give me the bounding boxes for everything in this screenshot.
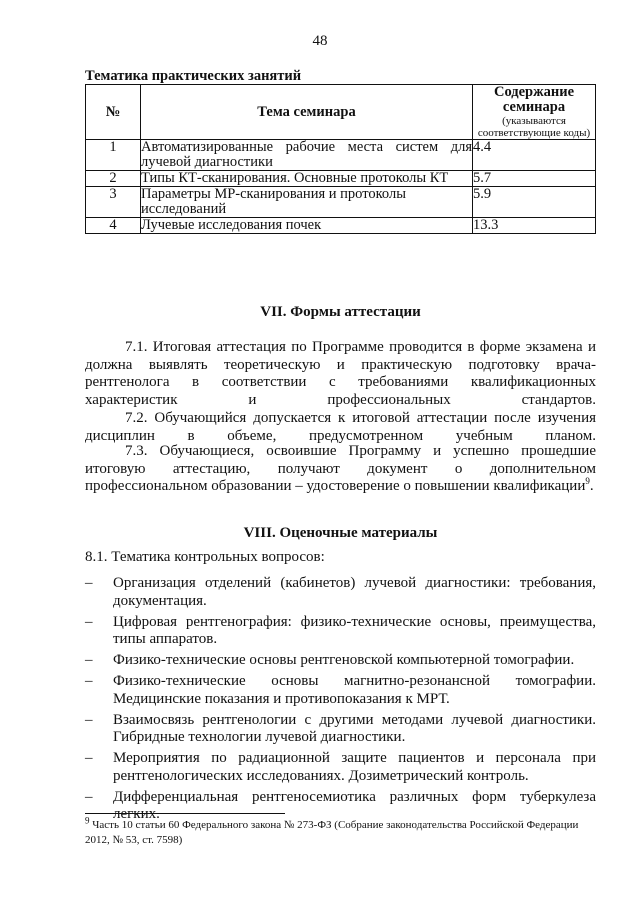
list-item-text: Взаимосвязь рентгенологии с другими методами лучевой диагностики. Гибридные технологии лучевой диагностики. [113,711,596,745]
table-row [86,187,596,218]
row-topic: Параметры МР-сканирования и протоколы исследований [141,187,473,218]
list-bullet: – [85,711,93,728]
row-topic: Автоматизированные рабочие места систем для лучевой диагностики [141,139,472,170]
row-topic: Типы КТ-сканирования. Основные протоколы КТ [141,171,473,187]
table-row [86,140,596,171]
row-num: 1 [86,140,141,171]
row-content: 13.3 [473,218,596,234]
list-item [85,652,596,670]
list-item [85,614,596,649]
list-item-text: Цифровая рентгенография: физико-технические основы, преимущества, типы аппаратов. [113,613,596,647]
table-row [86,218,596,234]
list-bullet: – [85,613,93,630]
footnote [85,815,596,848]
questions-list [85,575,596,827]
paragraph-7-3-end: . [589,478,594,494]
paragraph-7-2: 7.2. Обучающийся допускается к итоговой аттестации после изучения дисциплин в объеме, предусмотренном учебным планом. [85,410,596,444]
paragraph-7-3-text: 7.3. Обучающиеся, освоившие Программу и успешно прошедшие итоговую аттестацию, получают документ о дополнительном профессиональном образовании – удостоверение о повышении квалификации [85,443,596,494]
list-item-text: Физико-технические основы рентгеновской компьютерной томографии. [113,652,575,668]
list-item [85,673,596,708]
table-header-row [86,85,596,140]
header-num: № [86,85,141,140]
list-item [85,750,596,785]
list-bullet: – [85,652,93,668]
paragraph-7-3 [85,443,596,496]
header-content-label: Содержание семинара [493,84,575,115]
row-num: 2 [86,171,141,187]
list-item-text: Физико-технические основы магнитно-резонансной томографии. Медицинские показания и противопоказания к МРТ. [113,673,596,707]
list-item-text: Организация отделений (кабинетов) лучевой диагностики: требования, документация. [113,575,596,609]
questions-intro: 8.1. Тематика контрольных вопросов: [85,549,325,565]
section-7-heading: VII. Формы аттестации [260,304,421,320]
list-item-text: Мероприятия по радиационной защите пациентов и персонала при рентгенологических исследованиях. Дозиметрический контроль. [113,750,596,784]
header-topic: Тема семинара [141,85,473,140]
row-content: 5.9 [473,187,596,218]
footnote-text: Часть 10 статьи 60 Федерального закона № 273-ФЗ (Собрание законодательства Российской Федерации 2012, № 53, ст. 7598) [85,819,579,846]
header-content-note: (указываются соответствующие коды) [477,115,591,139]
seminar-table [85,84,596,234]
section-8-heading: VIII. Оценочные материалы [243,525,438,541]
table-title: Тематика практических занятий [85,68,302,84]
row-num: 3 [86,187,141,218]
row-content: 4.4 [473,140,596,171]
row-content: 5.7 [473,171,596,187]
footnote-ref-9[interactable]: 9 [585,476,590,486]
header-content [473,85,596,140]
footnote-divider [85,813,285,814]
page-number: 48 [312,33,328,49]
list-item [85,712,596,747]
list-bullet: – [85,575,93,591]
table-row [86,171,596,187]
row-topic: Лучевые исследования почек [141,218,473,234]
paragraph-7-1: 7.1. Итоговая аттестация по Программе проводится в форме экзамена и должна выявлять теоретическую и практическую подготовку врача-рентгенолога в соответствии с требованиями квалификационных характеристик и профессиональных стандартов. [85,339,596,408]
list-item-text: Дифференциальная рентгеносемиотика различных форм туберкулеза легких. [113,788,596,822]
row-num: 4 [86,218,141,234]
list-item [85,575,596,610]
list-bullet: – [85,673,93,689]
list-bullet: – [85,788,93,805]
list-bullet: – [85,750,93,766]
footnote-number: 9 [85,815,90,826]
